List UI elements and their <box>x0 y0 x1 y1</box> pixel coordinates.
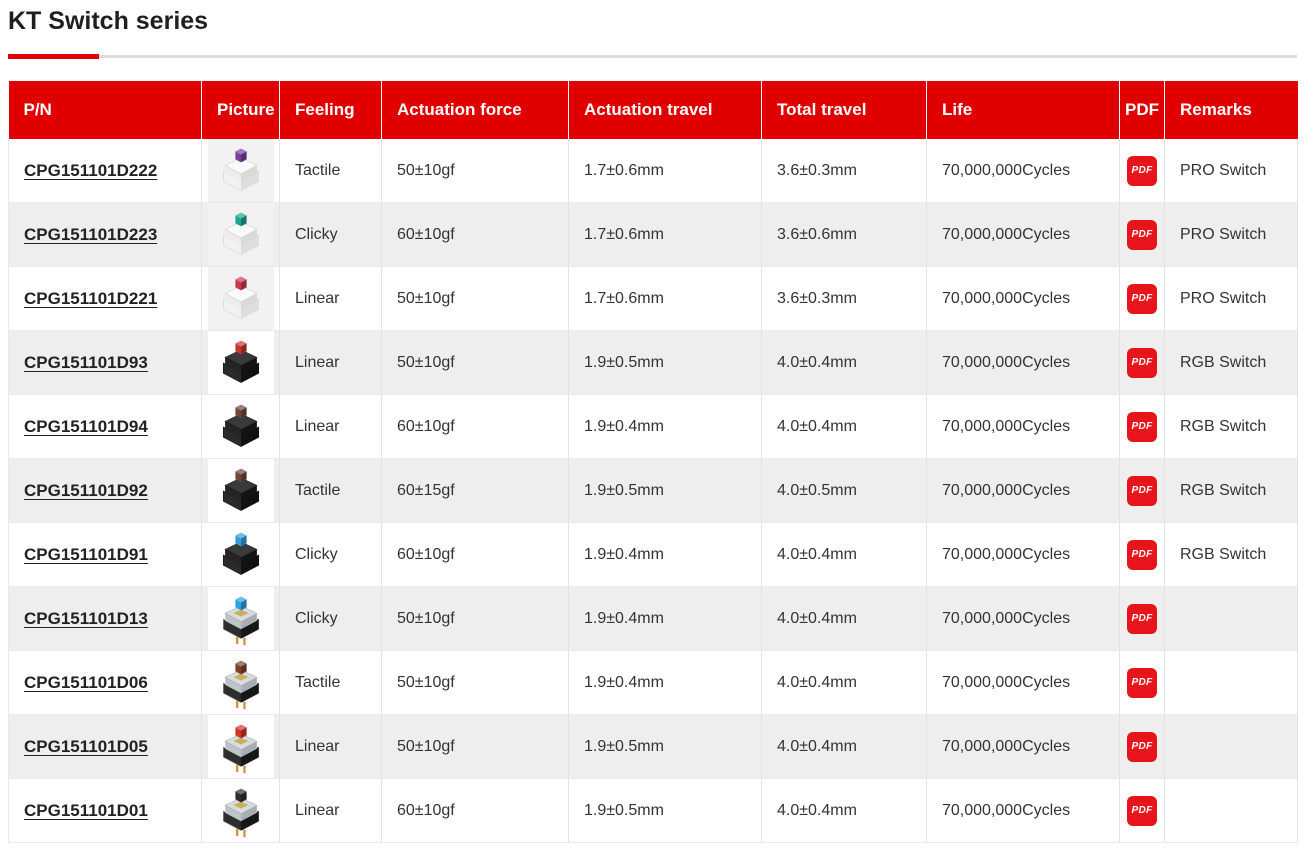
pn-link[interactable]: CPG151101D13 <box>24 608 148 628</box>
pdf-cell <box>1120 715 1165 779</box>
actuation-travel-cell: 1.9±0.4mm <box>569 587 762 651</box>
pdf-download-icon[interactable]: PDF <box>1127 348 1157 378</box>
pn-link[interactable]: CPG151101D06 <box>24 672 148 692</box>
remarks-cell: PRO Switch <box>1165 267 1298 331</box>
table-row <box>9 587 1298 651</box>
life-cell: 70,000,000Cycles <box>927 203 1120 267</box>
remarks-cell: PRO Switch <box>1165 139 1298 203</box>
actuation-force-cell: 50±10gf <box>382 331 569 395</box>
pn-link[interactable]: CPG151101D223 <box>24 224 158 244</box>
pdf-cell <box>1120 459 1165 523</box>
pn-cell <box>9 331 202 395</box>
red-stem-black-switch <box>208 331 274 394</box>
actuation-force-cell: 60±10gf <box>382 395 569 459</box>
feeling-cell: Tactile <box>280 459 382 523</box>
table-row <box>9 203 1298 267</box>
brown-stem-black-switch <box>208 459 274 522</box>
remarks-cell <box>1165 651 1298 715</box>
column-header-atravel: Actuation travel <box>569 81 762 139</box>
table-row <box>9 715 1298 779</box>
total-travel-cell: 3.6±0.3mm <box>762 139 927 203</box>
remarks-cell: PRO Switch <box>1165 203 1298 267</box>
actuation-force-cell: 50±10gf <box>382 267 569 331</box>
pn-link[interactable]: CPG151101D05 <box>24 736 148 756</box>
total-travel-cell: 3.6±0.6mm <box>762 203 927 267</box>
total-travel-cell: 4.0±0.4mm <box>762 651 927 715</box>
table-row <box>9 779 1298 843</box>
table-header <box>9 81 1298 139</box>
pdf-download-icon[interactable]: PDF <box>1127 668 1157 698</box>
life-cell: 70,000,000Cycles <box>927 523 1120 587</box>
actuation-force-cell: 60±10gf <box>382 203 569 267</box>
actuation-travel-cell: 1.9±0.5mm <box>569 331 762 395</box>
actuation-force-cell: 50±10gf <box>382 587 569 651</box>
feeling-cell: Clicky <box>280 523 382 587</box>
life-cell: 70,000,000Cycles <box>927 459 1120 523</box>
actuation-travel-cell: 1.9±0.4mm <box>569 651 762 715</box>
pdf-cell <box>1120 779 1165 843</box>
total-travel-cell: 4.0±0.4mm <box>762 587 927 651</box>
pdf-download-icon[interactable]: PDF <box>1127 796 1157 826</box>
life-cell: 70,000,000Cycles <box>927 651 1120 715</box>
column-header-pdf: PDF <box>1120 81 1165 139</box>
pdf-cell <box>1120 651 1165 715</box>
feeling-cell: Linear <box>280 267 382 331</box>
pn-link[interactable]: CPG151101D91 <box>24 544 148 564</box>
pn-link[interactable]: CPG151101D93 <box>24 352 148 372</box>
feeling-cell: Tactile <box>280 651 382 715</box>
remarks-cell: RGB Switch <box>1165 523 1298 587</box>
actuation-travel-cell: 1.7±0.6mm <box>569 267 762 331</box>
remarks-cell: RGB Switch <box>1165 331 1298 395</box>
actuation-travel-cell: 1.7±0.6mm <box>569 139 762 203</box>
picture-cell <box>202 331 280 395</box>
pdf-download-icon[interactable]: PDF <box>1127 604 1157 634</box>
pdf-cell <box>1120 139 1165 203</box>
pdf-download-icon[interactable]: PDF <box>1127 156 1157 186</box>
total-travel-cell: 4.0±0.4mm <box>762 523 927 587</box>
life-cell: 70,000,000Cycles <box>927 139 1120 203</box>
actuation-travel-cell: 1.9±0.5mm <box>569 779 762 843</box>
table-row <box>9 331 1298 395</box>
feeling-cell: Clicky <box>280 203 382 267</box>
actuation-force-cell: 50±10gf <box>382 651 569 715</box>
pn-cell <box>9 459 202 523</box>
column-header-force: Actuation force <box>382 81 569 139</box>
actuation-travel-cell: 1.9±0.4mm <box>569 395 762 459</box>
remarks-cell: RGB Switch <box>1165 395 1298 459</box>
picture-cell <box>202 715 280 779</box>
red-stem-clear-top-switch <box>208 715 274 778</box>
pn-cell <box>9 651 202 715</box>
actuation-force-cell: 60±10gf <box>382 779 569 843</box>
remarks-cell <box>1165 779 1298 843</box>
column-header-feeling: Feeling <box>280 81 382 139</box>
pdf-download-icon[interactable]: PDF <box>1127 732 1157 762</box>
teal-stem-white-switch <box>208 203 274 266</box>
life-cell: 70,000,000Cycles <box>927 267 1120 331</box>
life-cell: 70,000,000Cycles <box>927 587 1120 651</box>
table-row <box>9 139 1298 203</box>
divider-gray-line <box>8 55 1297 58</box>
picture-cell <box>202 395 280 459</box>
pdf-download-icon[interactable]: PDF <box>1127 540 1157 570</box>
pn-link[interactable]: CPG151101D222 <box>24 160 158 180</box>
remarks-cell: RGB Switch <box>1165 459 1298 523</box>
pdf-download-icon[interactable]: PDF <box>1127 412 1157 442</box>
life-cell: 70,000,000Cycles <box>927 779 1120 843</box>
pdf-cell <box>1120 395 1165 459</box>
pdf-cell <box>1120 331 1165 395</box>
actuation-travel-cell: 1.9±0.5mm <box>569 715 762 779</box>
total-travel-cell: 3.6±0.3mm <box>762 267 927 331</box>
red-stem-white-switch <box>208 267 274 330</box>
feeling-cell: Tactile <box>280 139 382 203</box>
life-cell: 70,000,000Cycles <box>927 395 1120 459</box>
pn-cell <box>9 587 202 651</box>
actuation-force-cell: 60±15gf <box>382 459 569 523</box>
pn-link[interactable]: CPG151101D92 <box>24 480 148 500</box>
actuation-travel-cell: 1.9±0.5mm <box>569 459 762 523</box>
total-travel-cell: 4.0±0.5mm <box>762 459 927 523</box>
table-row <box>9 267 1298 331</box>
column-header-pn: P/N <box>9 81 202 139</box>
title-divider <box>8 54 1297 59</box>
pn-cell <box>9 395 202 459</box>
table-body <box>9 139 1298 843</box>
picture-cell <box>202 523 280 587</box>
total-travel-cell: 4.0±0.4mm <box>762 715 927 779</box>
total-travel-cell: 4.0±0.4mm <box>762 779 927 843</box>
feeling-cell: Linear <box>280 779 382 843</box>
blue-stem-clear-top-switch <box>208 587 274 650</box>
pdf-download-icon[interactable]: PDF <box>1127 476 1157 506</box>
picture-cell <box>202 587 280 651</box>
actuation-travel-cell: 1.9±0.4mm <box>569 523 762 587</box>
pn-cell <box>9 523 202 587</box>
pn-cell <box>9 139 202 203</box>
table-row <box>9 459 1298 523</box>
total-travel-cell: 4.0±0.4mm <box>762 331 927 395</box>
pdf-cell <box>1120 267 1165 331</box>
pdf-cell <box>1120 523 1165 587</box>
table-row <box>9 523 1298 587</box>
brown-stem-black-switch <box>208 395 274 458</box>
actuation-force-cell: 50±10gf <box>382 715 569 779</box>
kt-switch-table <box>8 81 1298 843</box>
pn-link[interactable]: CPG151101D01 <box>24 800 148 820</box>
picture-cell <box>202 651 280 715</box>
picture-cell <box>202 203 280 267</box>
brown-stem-clear-top-switch <box>208 651 274 714</box>
picture-cell <box>202 779 280 843</box>
column-header-picture: Picture <box>202 81 280 139</box>
pdf-download-icon[interactable]: PDF <box>1127 284 1157 314</box>
table-row <box>9 651 1298 715</box>
page-title: KT Switch series <box>8 7 209 35</box>
divider-red-accent <box>8 54 99 59</box>
total-travel-cell: 4.0±0.4mm <box>762 395 927 459</box>
blue-stem-black-switch <box>208 523 274 586</box>
feeling-cell: Clicky <box>280 587 382 651</box>
feeling-cell: Linear <box>280 331 382 395</box>
feeling-cell: Linear <box>280 395 382 459</box>
pdf-download-icon[interactable]: PDF <box>1127 220 1157 250</box>
pdf-cell <box>1120 203 1165 267</box>
pdf-cell <box>1120 587 1165 651</box>
purple-stem-white-switch <box>208 139 274 202</box>
actuation-force-cell: 60±10gf <box>382 523 569 587</box>
remarks-cell <box>1165 715 1298 779</box>
pn-cell <box>9 779 202 843</box>
life-cell: 70,000,000Cycles <box>927 715 1120 779</box>
picture-cell <box>202 139 280 203</box>
actuation-travel-cell: 1.7±0.6mm <box>569 203 762 267</box>
remarks-cell <box>1165 587 1298 651</box>
feeling-cell: Linear <box>280 715 382 779</box>
column-header-ttravel: Total travel <box>762 81 927 139</box>
table-row <box>9 395 1298 459</box>
column-header-remarks: Remarks <box>1165 81 1298 139</box>
column-header-life: Life <box>927 81 1120 139</box>
header-row <box>9 81 1298 139</box>
picture-cell <box>202 267 280 331</box>
picture-cell <box>202 459 280 523</box>
actuation-force-cell: 50±10gf <box>382 139 569 203</box>
pn-link[interactable]: CPG151101D94 <box>24 416 148 436</box>
pn-cell <box>9 203 202 267</box>
pn-cell <box>9 715 202 779</box>
pn-link[interactable]: CPG151101D221 <box>24 288 158 308</box>
black-stem-clear-top-switch <box>208 779 274 842</box>
pn-cell <box>9 267 202 331</box>
life-cell: 70,000,000Cycles <box>927 331 1120 395</box>
